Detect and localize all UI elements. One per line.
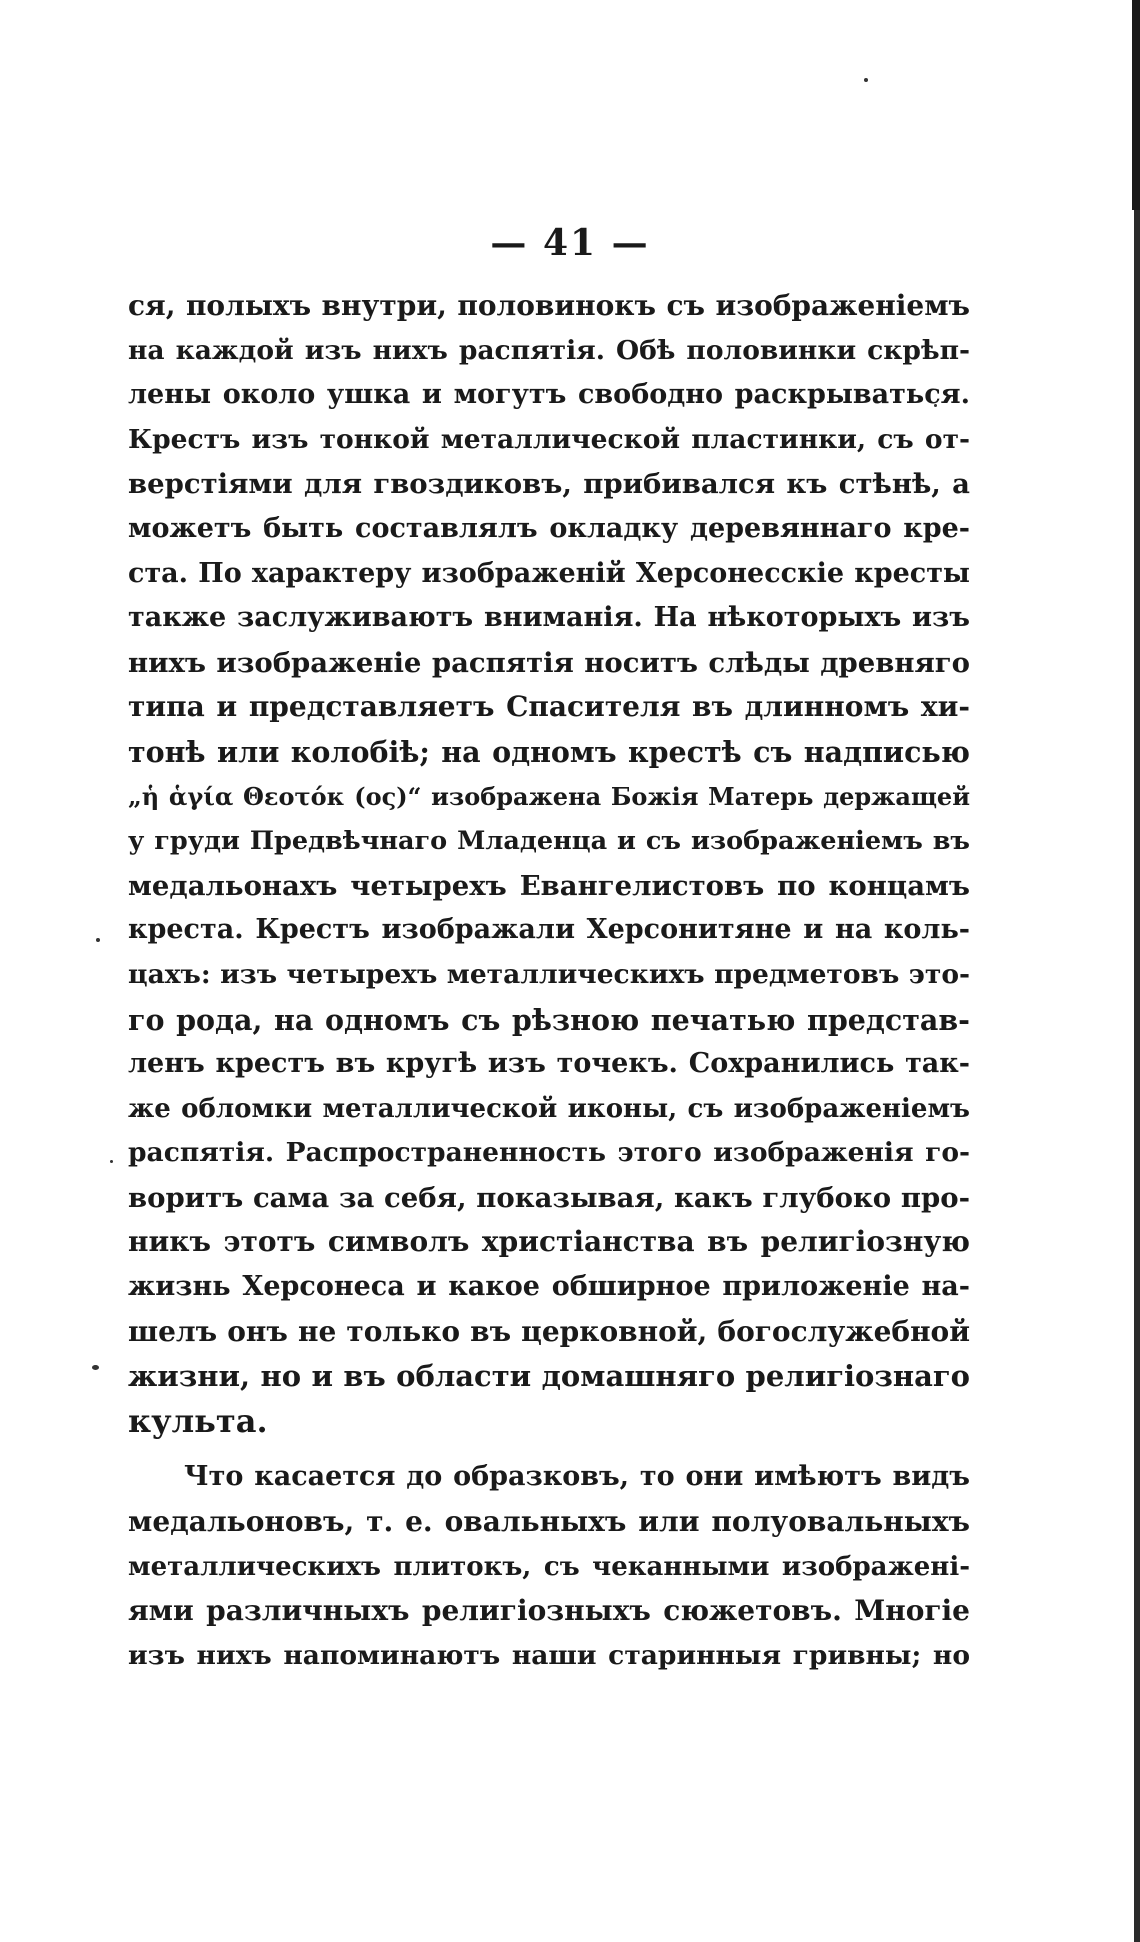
text-line: жизни, но и въ области домашняго религіознаго: [128, 1359, 970, 1394]
text-line: воритъ сама за себя, показывая, какъ глубоко про-: [128, 1181, 970, 1214]
text-line: металлическихъ плитокъ, съ чеканными изображені-: [128, 1551, 970, 1582]
page-edge: [1134, 0, 1140, 1942]
text-line: на каждой изъ нихъ распятія. Обѣ половинки скрѣп-: [128, 334, 970, 366]
text-line: никъ этотъ символъ христіанства въ религіозную: [128, 1225, 970, 1259]
text-body: [128, 284, 970, 1678]
text-line: также заслуживаютъ вниманія. На нѣкоторыхъ изъ: [128, 602, 970, 634]
text-line: нихъ изображеніе распятія носитъ слѣды древняго: [128, 646, 970, 679]
text-line: цахъ: изъ четырехъ металлическихъ предметовъ это-: [128, 958, 970, 990]
text-line: культа.: [128, 1401, 268, 1440]
text-line: ста. По характеру изображеній Херсонесскіе кресты: [128, 557, 970, 589]
page-edge-dark: [1132, 0, 1140, 210]
text-line: медальонахъ четырехъ Евангелистовъ по концамъ: [128, 869, 970, 902]
paragraph-gap: [128, 1443, 970, 1455]
text-line: „ἡ ἁγία Θεοτόκ (ος)“ изображена Божія Матерь держащей: [128, 781, 970, 811]
text-line: шелъ онъ не только въ церковной, богослужебной: [128, 1314, 970, 1348]
text-line: ся, полыхъ внутри, половинокъ съ изображеніемъ: [128, 289, 970, 322]
text-line: можетъ быть составлялъ окладку деревяннаго кре-: [128, 512, 970, 544]
text-line: же обломки металлической иконы, съ изображеніемъ: [128, 1093, 970, 1124]
speck: [92, 1365, 99, 1370]
text-line: у груди Предвѣчнаго Младенца и съ изображеніемъ въ: [128, 826, 970, 857]
text-line: ями различныхъ религіозныхъ сюжетовъ. Многіе: [128, 1594, 970, 1628]
text-line: жизнь Херсонеса и какое обширное приложеніе на-: [128, 1271, 970, 1303]
text-line: медальоновъ, т. е. овальныхъ или полуовальныхъ: [128, 1505, 970, 1539]
text-line: изъ нихъ напоминаютъ наши старинныя гривны; но: [128, 1639, 970, 1671]
text-line: Что касается до образковъ, то они имѣютъ видъ: [184, 1461, 970, 1493]
text-line: лены около ушка и могутъ свободно раскрываться.: [128, 379, 970, 411]
speck: [110, 1160, 113, 1163]
text-line: тонѣ или колобіѣ; на одномъ крестѣ съ надписью: [128, 734, 970, 769]
text-line: верстіями для гвоздиковъ, прибивался къ стѣнѣ, а: [128, 468, 970, 501]
speck: [96, 938, 100, 942]
text-line: типа и представляетъ Спасителя въ длинномъ хи-: [128, 690, 970, 724]
text-line: распятія. Распространенность этого изображенія го-: [128, 1137, 970, 1169]
text-line: креста. Крестъ изображали Херсонитяне и на коль-: [128, 914, 970, 946]
page-number: — 41 —: [490, 222, 650, 264]
text-line: Крестъ изъ тонкой металлической пластинки, съ от-: [128, 423, 970, 455]
speck: [864, 78, 868, 82]
text-line: ленъ крестъ въ кругѣ изъ точекъ. Сохранились так-: [128, 1048, 970, 1080]
text-line: го рода, на одномъ съ рѣзною печатью представ-: [128, 1002, 970, 1037]
